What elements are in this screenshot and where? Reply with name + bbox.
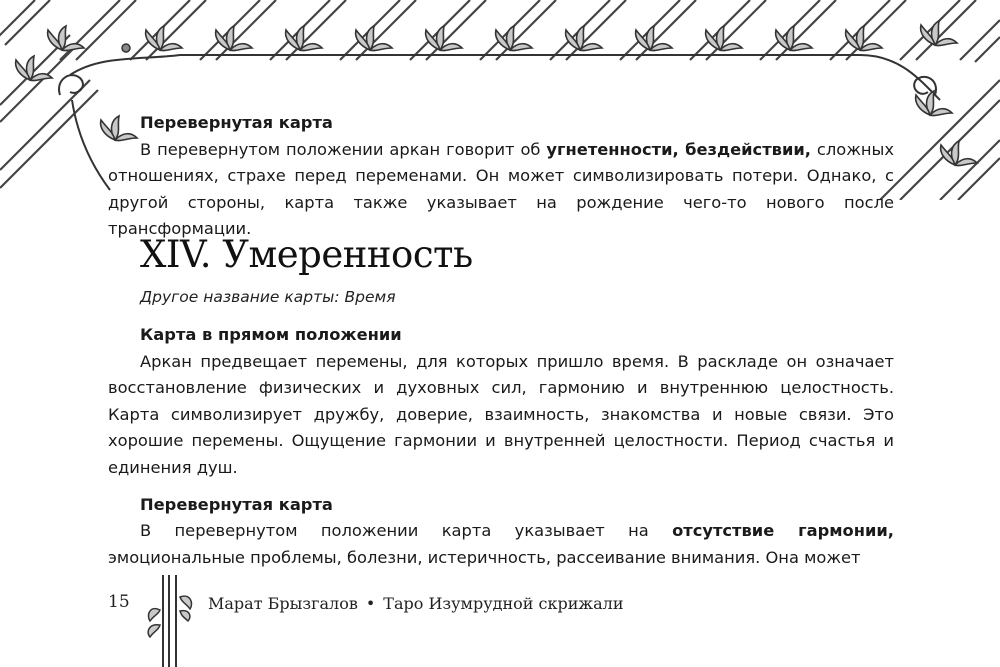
reversed-heading: Перевернутая карта	[140, 494, 333, 514]
reversed-paragraph	[108, 137, 894, 243]
reversed-text-part: сложных отношениях, страхе перед переменами. Он может символизировать потери. Однако, с другой стороны, карта также указывает на рождение чего-то нового после трансформации.	[108, 139, 894, 239]
alternate-card-name: Другое название карты: Время	[140, 288, 396, 306]
upright-heading: Карта в прямом положении	[140, 325, 402, 344]
reversed-section-top	[108, 110, 894, 243]
reversed-paragraph	[108, 518, 894, 571]
reversed-text-part: эмоциональные проблемы, болезни, истеричность, рассеивание внимания. Она может	[108, 547, 861, 567]
footer-separator: •	[365, 594, 376, 613]
upright-paragraph: Аркан предвещает перемены, для которых пришло время. В раскладе он означает восстановление физических и духовных сил, гармонию и внутреннюю целостность. Карта символизирует дружбу, доверие, взаимность, знакомства и новые связи. Это хорошие перемены. Ощущение гармонии и внутренней целостности. Период счастья и единения душ.	[108, 351, 894, 477]
running-footer	[208, 594, 623, 613]
page-number: 15	[108, 592, 130, 612]
reversed-emphasis: отсутствие гармонии,	[672, 521, 894, 541]
footer-book-title: Таро Изумрудной скрижали	[383, 594, 624, 613]
card-meaning-section	[108, 322, 894, 571]
chapter-title: XIV. Умеренность	[140, 233, 473, 276]
reversed-text-part: В перевернутом положении карта указывает на	[140, 521, 673, 541]
reversed-emphasis: угнетенности, бездействии,	[546, 139, 811, 159]
decorative-bottom-ornament	[0, 575, 1000, 667]
reversed-text-part: В перевернутом положении аркан говорит об	[140, 139, 547, 159]
footer-author: Марат Брызгалов	[208, 594, 358, 613]
reversed-heading: Перевернутая карта	[140, 113, 333, 132]
